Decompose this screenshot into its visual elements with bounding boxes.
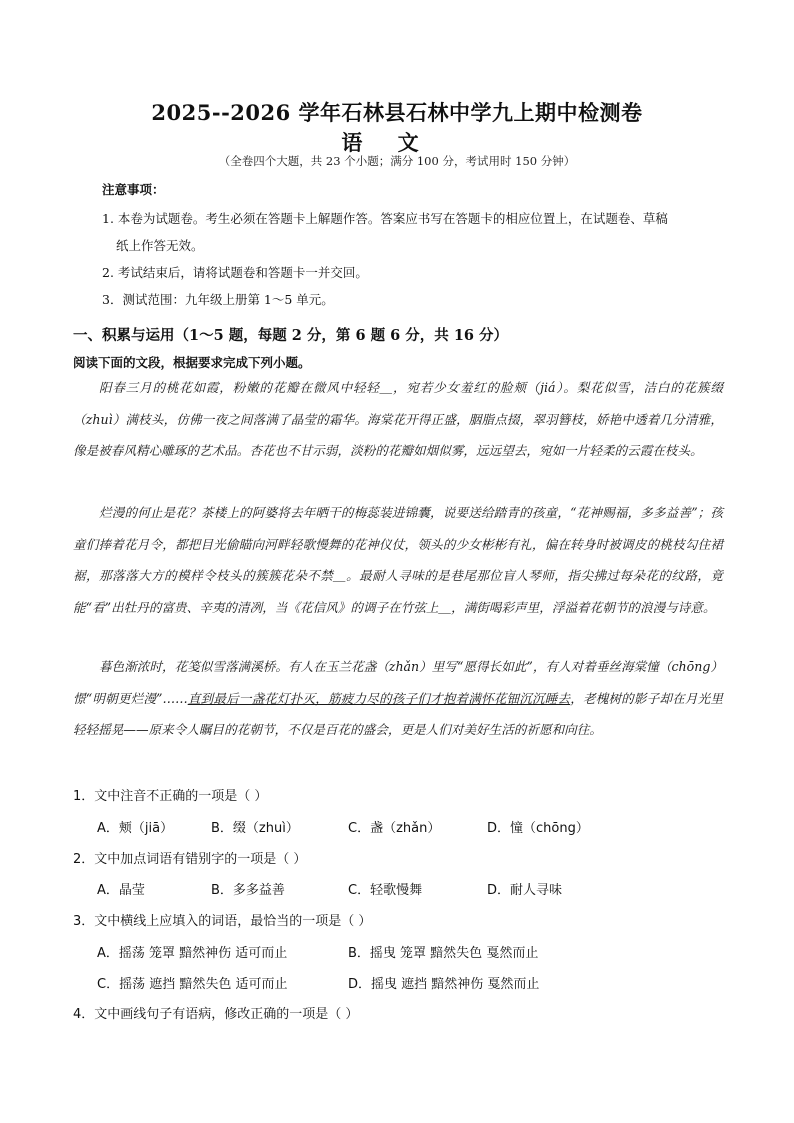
- exam-title: 2025--2026 学年石林县石林中学九上期中检测卷: [151, 100, 643, 125]
- reading-paragraph-2: 烂漫的何止是花？茶楼上的阿婆将去年晒干的梅蕊装进锦囊，说要送给踏青的孩童，“花神赐福，多多益善”；孩童们捧着花月令，都把目光偷瞄向河畔轻歌慢舞的花神仪仗，领头的少女彬彬有礼，偏在转身时被调皮的桃枝勾住裙裾，那落落大方的模样令枝头的簇簇花朵不禁＿。最耐人寻味的是巷尾那位盲人琴师，指尖拂过每朵花的纹路，竟能“看”出牡丹的富贵、辛夷的清冽，当《花信风》的调子在竹弦上＿，满街喝彩声里，浮溢着花朝节的浪漫与诗意。: [73, 505, 723, 616]
- reading-paragraph-1: 阳春三月的桃花如霞，粉嫩的花瓣在微风中轻轻＿，宛若少女羞红的脸颊（jiá）。梨花似雪，洁白的花簇缀（zhuì）满枝头，仿佛一夜之间落满了晶莹的霜华。海棠花开得正盛，胭脂点掇，翠羽簪枝，娇艳中透着几分清雅，像是被春风精心雕琢的艺术品。杏花也不甘示弱，淡粉的花瓣如烟似雾，远远望去，宛如一片轻柔的云霞在枝头。: [73, 380, 723, 459]
- q1-option-d: D．憧（chōng）: [487, 821, 589, 836]
- question-1-stem: 1．文中注音不正确的一项是（ ）: [73, 789, 268, 804]
- q3-option-c: C．摇荡 遮挡 黯然失色 适可而止: [97, 977, 288, 992]
- notice-item-1-cont: 纸上作答无效。: [116, 238, 204, 253]
- subject-title: 语 文: [341, 130, 433, 155]
- paragraph-3-start: 暮色渐浓时，花笺似雪落满溪桥。有人在玉兰花盏（zhǎn）里写“愿得长如此”，有人对着垂丝海棠憧（chōng）憬“明朝更烂漫”……: [73, 659, 723, 706]
- q2-option-c: C．轻歌慢舞: [348, 883, 423, 898]
- question-4-stem: 4．文中画线句子有语病，修改正确的一项是（ ）: [73, 1007, 359, 1022]
- notice-item-2: 2. 考试结束后，请将试题卷和答题卡一并交回。: [102, 265, 368, 280]
- q2-option-b: B．多多益善: [211, 883, 285, 898]
- q1-option-c: C．盏（zhǎn）: [348, 821, 441, 836]
- q3-option-b: B．摇曳 笼罩 黯然失色 戛然而止: [348, 946, 539, 961]
- q1-option-a: A．颊（jiā）: [97, 821, 174, 836]
- notice-item-3: 3．测试范围：九年级上册第 1～5 单元。: [102, 292, 334, 307]
- underlined-sentence: 直到最后一盏花灯扑灭，筋疲力尽的孩子们才抱着满怀花钿沉沉睡去: [187, 690, 571, 706]
- q2-option-a: A．晶莹: [97, 883, 145, 898]
- q3-option-a: A．摇荡 笼罩 黯然神伤 适可而止: [97, 946, 288, 961]
- q3-option-d: D．摇曳 遮挡 黯然神伤 戛然而止: [348, 977, 540, 992]
- exam-note: （全卷四个大题，共 23 个小题；满分 100 分，考试用时 150 分钟）: [218, 154, 576, 168]
- q1-option-b: B．缀（zhuì）: [211, 821, 299, 836]
- paragraph-3-end: ，老槐树的影子却在月光里轻轻摇晃——原来令人瞩目的花朝节，不仅是百花的盛会，更是人们对美好生活的祈愿和向往。: [73, 690, 723, 738]
- notice-item-1: 1. 本卷为试题卷。考生必须在答题卡上解题作答。答案应书写在答题卡的相应位置上，在试题卷、草稿: [102, 211, 668, 226]
- section-1-instruction: 阅读下面的文段，根据要求完成下列小题。: [73, 355, 311, 370]
- q2-option-d: D．耐人寻味: [487, 883, 563, 898]
- notice-heading: 注意事项：: [102, 182, 165, 197]
- section-1-title: 一、积累与运用（1～5 题，每题 2 分，第 6 题 6 分，共 16 分）: [73, 327, 509, 344]
- question-3-stem: 3．文中横线上应填入的词语，最恰当的一项是（ ）: [73, 914, 372, 929]
- question-2-stem: 2．文中加点词语有错别字的一项是（ ）: [73, 852, 307, 867]
- reading-paragraph-3: [73, 651, 723, 746]
